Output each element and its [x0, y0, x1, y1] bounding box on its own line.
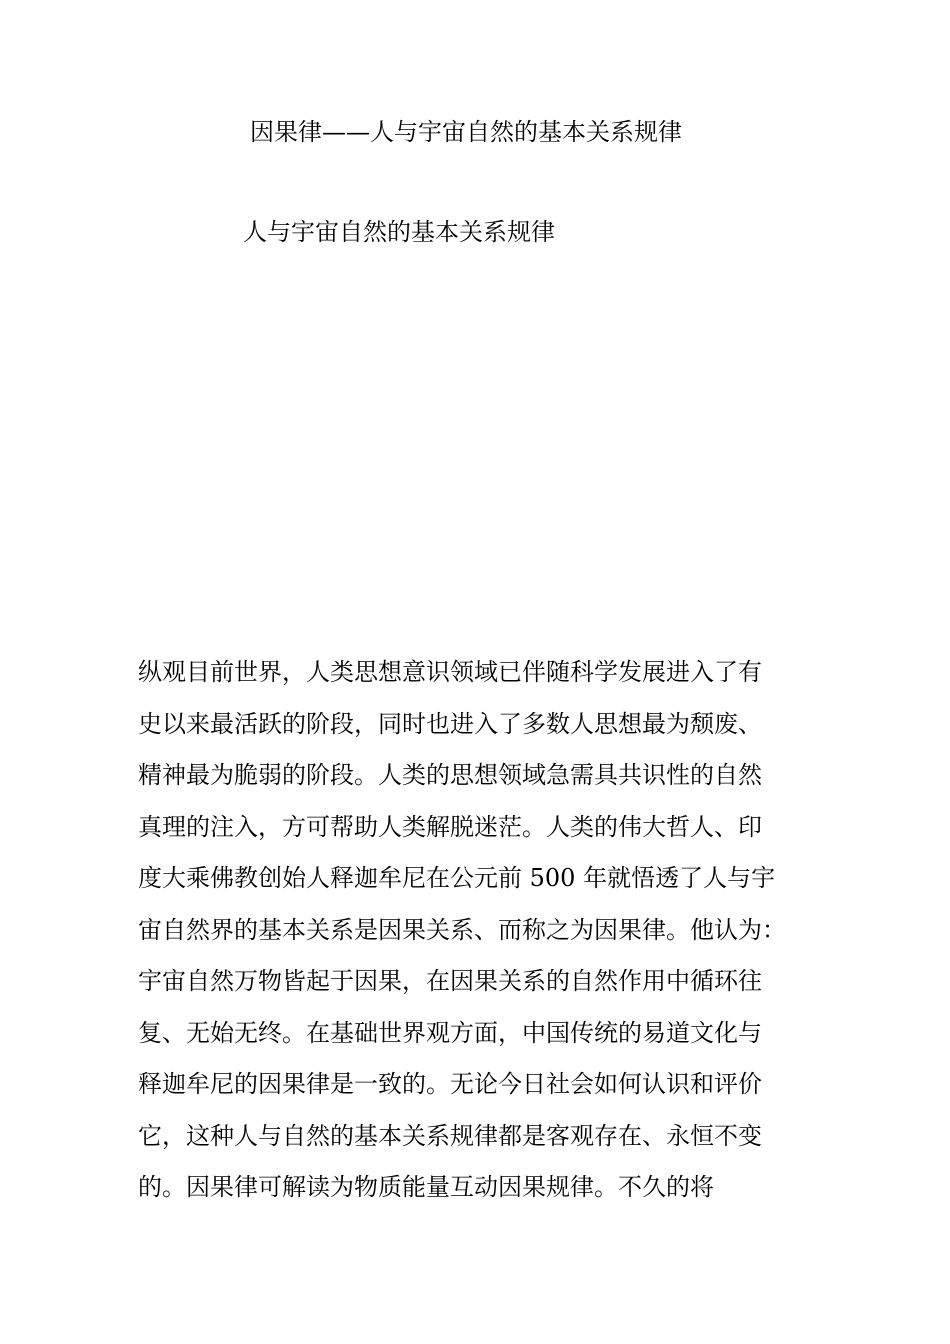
paragraph-line: 史以来最活跃的阶段，同时也进入了多数人思想最为颓废、: [138, 709, 762, 738]
paragraph-line: 宙自然界的基本关系是因果关系、而称之为因果律。他认为：: [138, 915, 786, 944]
paragraph-line: 释迦牟尼的因果律是一致的。无论今日社会如何认识和评价: [138, 1070, 762, 1098]
paragraph-line: 它，这种人与自然的基本关系规律都是客观存在、永恒不变: [138, 1121, 762, 1150]
paragraph-line: 真理的注入，方可帮助人类解脱迷茫。人类的伟大哲人、印: [138, 812, 762, 841]
paragraph-line: 宇宙自然万物皆起于因果，在因果关系的自然作用中循环往: [138, 967, 762, 995]
document-subtitle: 人与宇宙自然的基本关系规律: [243, 218, 555, 246]
paragraph-line: 纵观目前世界，人类思想意识领域已伴随科学发展进入了有: [138, 658, 762, 686]
paragraph-line: 精神最为脆弱的阶段。人类的思想领域急需具共识性的自然: [138, 761, 762, 789]
body-paragraph: [138, 654, 828, 1221]
document-title: 因果律——人与宇宙自然的基本关系规律: [250, 118, 682, 146]
paragraph-line: 的。因果律可解读为物质能量互动因果规律。不久的将: [138, 1173, 714, 1201]
paragraph-line: 度大乘佛教创始人释迦牟尼在公元前 500 年就悟透了人与宇: [138, 864, 776, 892]
paragraph-line: 复、无始无终。在基础世界观方面，中国传统的易道文化与: [138, 1018, 762, 1047]
